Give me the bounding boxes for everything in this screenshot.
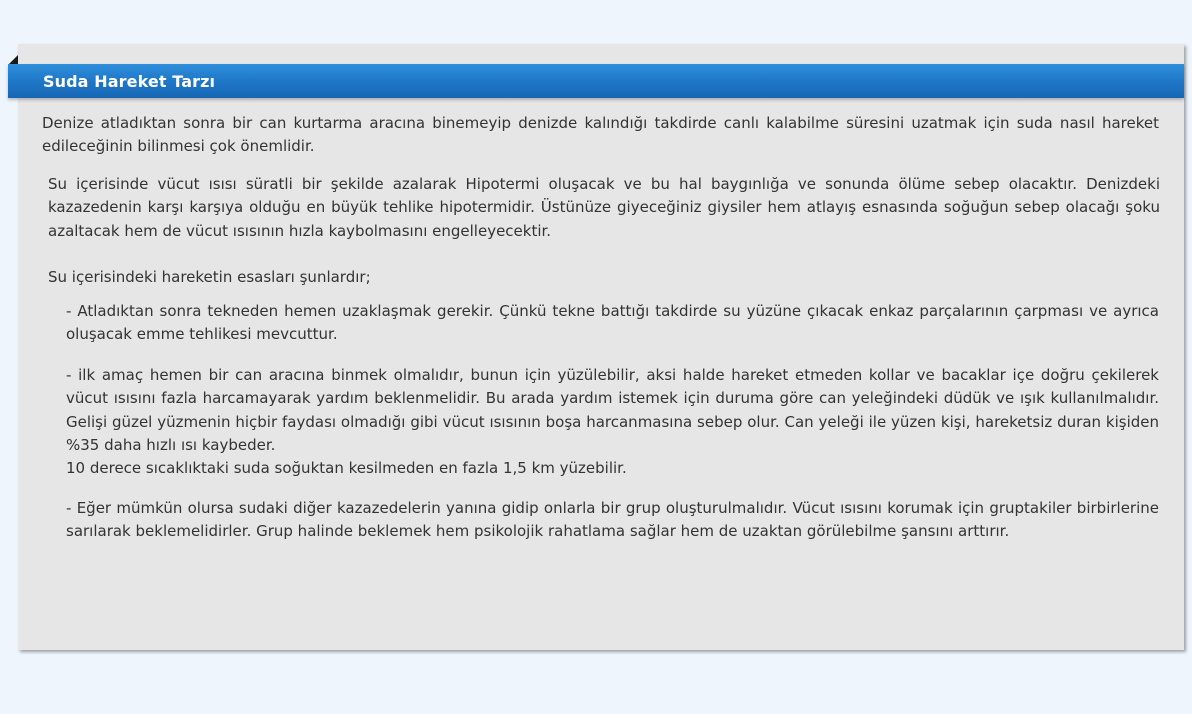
list-item: - Atladıktan sonra tekneden hemen uzaklaşmak gerekir. Çünkü tekne battığı takdirde su yüzüne çıkacak enkaz parçalarının çarpması ve ayrıca oluşacak emme tehlikesi mevcuttur. xyxy=(66,302,1159,344)
list-item: - ilk amaç hemen bir can aracına binmek olmalıdır, bunun için yüzülebilir, aksi halde hareket etmeden kollar ve bacaklar içe doğru çekilerek vücut ısısını fazla harcamayarak yardım beklenmelidir. Bu arada yardım istemek için duruma göre can yeleğindeki düdük ve ışık kullanılmalıdır. Gelişi güzel yüzmenin hiçbir faydası olmadığı gibi vücut ısısının boşa harcanmasına sebep olur. Can yeleği ile yüzen kişi, hareketsiz duran kişiden %35 daha hızlı ısı kaybeder. xyxy=(66,366,1159,454)
section-title: Suda Hareket Tarzı xyxy=(43,72,216,91)
list-item-note: 10 derece sıcaklıktaki suda soğuktan kesilmeden en fazla 1,5 km yüzebilir. xyxy=(66,459,627,477)
hypothermia-paragraph: Su içerisinde vücut ısısı süratli bir şekilde azalarak Hipotermi oluşacak ve bu hal baygınlığa ve sonunda ölüme sebep olacaktır. Denizdeki kazazedenin karşı karşıya olduğu en büyük tehlike hipotermidir. Üstünüze giyeceğiniz giysiler hem atlayış esnasında soğuğun sebep olacağı şoku azaltacak hem de vücut ısısının hızla kaybolmasını engelleyecektir. xyxy=(48,175,1160,240)
list-title: Su içerisindeki hareketin esasları şunlardır; xyxy=(48,268,371,286)
intro-paragraph: Denize atladıktan sonra bir can kurtarma aracına binemeyip denizde kalındığı takdirde canlı kalabilme süresini uzatmak için suda nasıl hareket edileceğinin bilinmesi çok önemlidir. xyxy=(42,114,1159,156)
list-item: - Eğer mümkün olursa sudaki diğer kazazedelerin yanına gidip onlarla bir grup oluşturulmalıdır. Vücut ısısını korumak için gruptakiler birbirlerine sarılarak beklemelidirler. Grup halinde beklemek hem psikolojik rahatlama sağlar hem de uzaktan görülebilme şansını arttırır. xyxy=(66,499,1159,541)
